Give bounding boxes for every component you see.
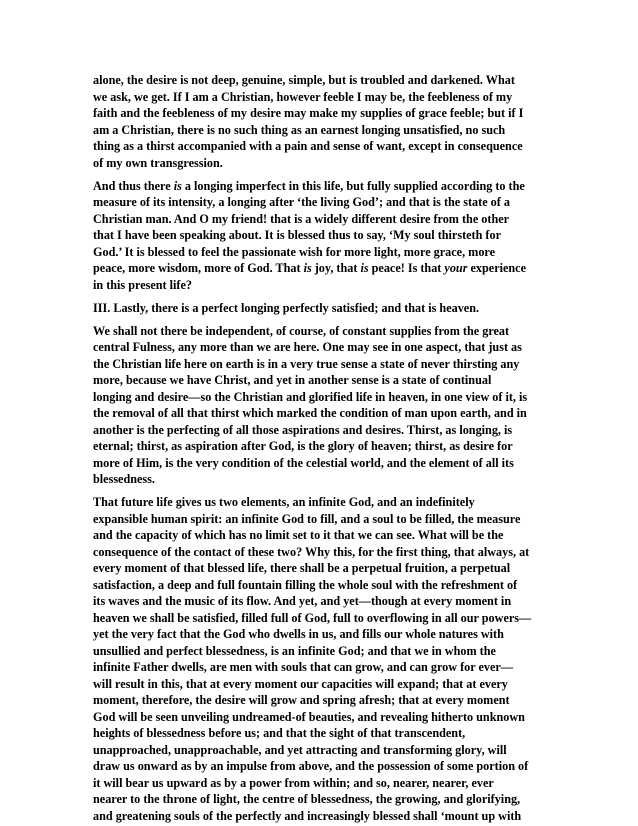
text-run: moment, therefore, the desire will grow and spring afresh; that at every moment xyxy=(93,693,510,707)
text-run: draw us onward as by an impulse from above, and the possession of some portion of xyxy=(93,759,529,773)
text-run: another is the perfecting of all those aspirations and desires. Thirst, as longing, is xyxy=(93,422,513,437)
text-line xyxy=(93,808,545,825)
text-line xyxy=(93,455,545,472)
text-line xyxy=(93,471,545,488)
text-run: a longing imperfect in this life, but fully supplied according to the xyxy=(181,178,525,193)
text-run: expansible human spirit: an infinite God to fill, and a soul to be filled, the measure xyxy=(93,511,521,526)
text-run: longing and desire—so the Christian and glorified life in heaven, in one view of it, is xyxy=(93,389,528,404)
text-run: more, because we have Christ, and yet in another sense is a state of continual xyxy=(93,373,492,387)
text-line xyxy=(93,560,545,577)
text-line xyxy=(93,593,545,610)
text-run: That future life gives us two elements, an infinite God, and an indefinitely xyxy=(93,495,475,509)
text-run: experience xyxy=(467,261,526,275)
text-line xyxy=(93,244,545,261)
text-line xyxy=(93,643,545,660)
text-line xyxy=(93,544,545,561)
text-run: blessedness. xyxy=(93,472,155,486)
text-run: that I have been speaking about. It is blessed thus to say, ‘My soul thirsteth for xyxy=(93,228,501,242)
text-line xyxy=(93,389,545,406)
text-run: And thus there xyxy=(93,178,174,193)
text-run: infinite Father dwells, are men with souls that can grow, and can grow for ever— xyxy=(93,660,514,674)
body-paragraph xyxy=(93,323,545,488)
text-run: the Christian life here on earth is in a very true sense a state of never thirsting any xyxy=(93,356,520,371)
body-paragraph xyxy=(93,300,545,317)
text-run: we ask, we get. If I am a Christian, however feeble I may be, the feebleness of my xyxy=(93,89,513,104)
text-run: Christian man. And O my friend! that is a widely different desire from the other xyxy=(93,211,510,226)
text-line xyxy=(93,356,545,373)
text-line xyxy=(93,494,545,511)
text-run: peace, more wisdom, more of God. That xyxy=(93,261,304,275)
text-run: satisfaction, a deep and full fountain filling the whole soul with the refreshment of xyxy=(93,577,518,592)
text-line xyxy=(93,511,545,528)
text-run: unsullied and perfect blessedness, is an infinite God; and that we in whom the xyxy=(93,643,496,658)
text-line xyxy=(93,260,545,277)
text-run: heights of blessedness before us; and that the sight of that transcendent, xyxy=(93,726,466,740)
text-line xyxy=(93,211,545,228)
text-run: and greatening souls of the perfectly and increasingly blessed shall ‘mount up with xyxy=(93,808,522,823)
text-line xyxy=(93,227,545,244)
text-line xyxy=(93,155,545,172)
text-run: measure of its intensity, a longing after ‘the living God’; and that is the state of a xyxy=(93,195,510,209)
text-line xyxy=(93,89,545,106)
text-run: the removal of all that thirst which marked the condition of man upon earth, and in xyxy=(93,406,527,420)
text-line xyxy=(93,72,545,89)
text-line xyxy=(93,323,545,340)
emphasized-text: is xyxy=(173,178,182,193)
text-line xyxy=(93,300,545,317)
text-line xyxy=(93,577,545,594)
text-run: and the capacity of which has no limit set to it that we can see. What will be the xyxy=(93,528,504,542)
text-run: III. Lastly, there is a perfect longing perfectly satisfied; and that is heaven. xyxy=(93,300,480,315)
text-run: heaven we shall be satisfied, filled full of God, full to overflowing in all our powers— xyxy=(93,610,532,625)
text-run: nearer to the throne of light, the centre of blessedness, the growing, and glorifying, xyxy=(93,792,521,806)
text-run: consequence of the contact of these two? Why this, for the first thing, that always, at xyxy=(93,544,530,559)
body-paragraph xyxy=(93,178,545,294)
text-line xyxy=(93,725,545,742)
text-line xyxy=(93,194,545,211)
text-run: We shall not there be independent, of course, of constant supplies from the great xyxy=(93,323,510,338)
text-line xyxy=(93,178,545,195)
text-run: God.’ It is blessed to feel the passionate wish for more light, more grace, more xyxy=(93,244,496,259)
text-line xyxy=(93,438,545,455)
text-line xyxy=(93,709,545,726)
text-line xyxy=(93,122,545,139)
text-run: faith and the feebleness of my desire may make my supplies of grace feeble; but if I xyxy=(93,106,524,120)
text-line xyxy=(93,791,545,808)
text-line xyxy=(93,692,545,709)
text-run: yet the very fact that the God who dwells in us, and fills our whole natures with xyxy=(93,627,504,641)
text-line xyxy=(93,277,545,294)
text-run: joy, that xyxy=(311,261,361,275)
text-run: every moment of that blessed life, there shall be a perpetual fruition, a perpetual xyxy=(93,561,511,575)
text-run: unapproached, unapproachable, and yet attracting and transforming glory, will xyxy=(93,742,507,757)
text-line xyxy=(93,742,545,759)
body-paragraph xyxy=(93,72,545,171)
text-line xyxy=(93,775,545,792)
text-run: am a Christian, there is no such thing as an earnest longing unsatisfied, no such xyxy=(93,122,506,137)
text-line xyxy=(93,405,545,422)
emphasized-text: is xyxy=(360,261,369,275)
text-run: peace! Is that xyxy=(368,261,445,275)
text-run: eternal; thirst, as aspiration after God, is the glory of heaven; thirst, as desire for xyxy=(93,439,513,453)
text-run: will result in this, that at every moment our capacities will expand; that at every xyxy=(93,676,508,691)
text-line xyxy=(93,659,545,676)
emphasized-text: your xyxy=(444,261,468,275)
text-line xyxy=(93,138,545,155)
document-page xyxy=(93,72,545,824)
text-line xyxy=(93,676,545,693)
text-run: in this present life? xyxy=(93,277,192,292)
text-line xyxy=(93,422,545,439)
text-run: its waves and the music of its flow. And yet, and yet—though at every moment in xyxy=(93,594,512,608)
text-line xyxy=(93,758,545,775)
body-paragraph xyxy=(93,494,545,824)
text-line xyxy=(93,105,545,122)
text-line xyxy=(93,339,545,356)
text-run: thing as a thirst accompanied with a pain and sense of want, except in consequence xyxy=(93,139,523,153)
text-line xyxy=(93,527,545,544)
text-line xyxy=(93,372,545,389)
text-run: it will bear us upward as by a power from within; and so, nearer, nearer, ever xyxy=(93,775,494,790)
text-run: God will be seen unveiling undreamed-of beauties, and revealing hitherto unknown xyxy=(93,709,525,724)
text-run: of my own transgression. xyxy=(93,155,223,170)
text-run: more of Him, is the very condition of the celestial world, and the element of all its xyxy=(93,455,514,470)
text-line xyxy=(93,626,545,643)
text-line xyxy=(93,610,545,627)
emphasized-text: is xyxy=(303,261,312,275)
text-run: central Fulness, any more than we are here. One may see in one aspect, that just as xyxy=(93,340,522,354)
text-run: alone, the desire is not deep, genuine, simple, but is troubled and darkened. What xyxy=(93,73,515,87)
